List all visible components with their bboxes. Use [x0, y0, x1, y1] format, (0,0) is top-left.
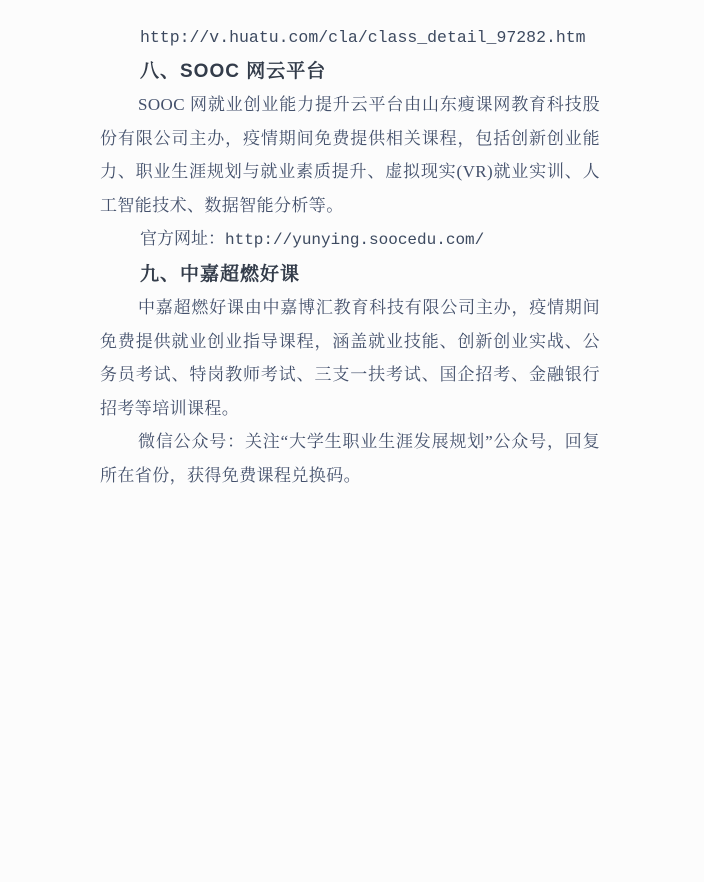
- official-site-label: 官方网址：: [140, 229, 225, 248]
- section-8-heading: 八、SOOC 网云平台: [140, 60, 327, 82]
- soocedu-url: http://yunying.soocedu.com/: [225, 231, 485, 249]
- wechat-account-paragraph: 微信公众号：关注“大学生职业生涯发展规划”公众号，回复所在省份，获得免费课程兑换码。: [100, 432, 600, 485]
- section-8-paragraph: SOOC 网就业创业能力提升云平台由山东瘦课网教育科技股份有限公司主办，疫情期间免费提供相关课程，包括创新创业能力、职业生涯规划与就业素质提升、虚拟现实(VR)就业实训、人工智能技术、数据智能分析等。: [100, 95, 600, 215]
- section-9-heading: 九、中嘉超燃好课: [140, 263, 301, 285]
- huatu-class-url: http://v.huatu.com/cla/class_detail_97282.htm: [140, 28, 586, 47]
- official-site-line: [100, 222, 600, 258]
- section-9-paragraph: 中嘉超燃好课由中嘉博汇教育科技有限公司主办，疫情期间免费提供就业创业指导课程，涵盖就业技能、创新创业实战、公务员考试、特岗教师考试、三支一扶考试、国企招考、金融银行招考等培训课程。: [100, 298, 600, 418]
